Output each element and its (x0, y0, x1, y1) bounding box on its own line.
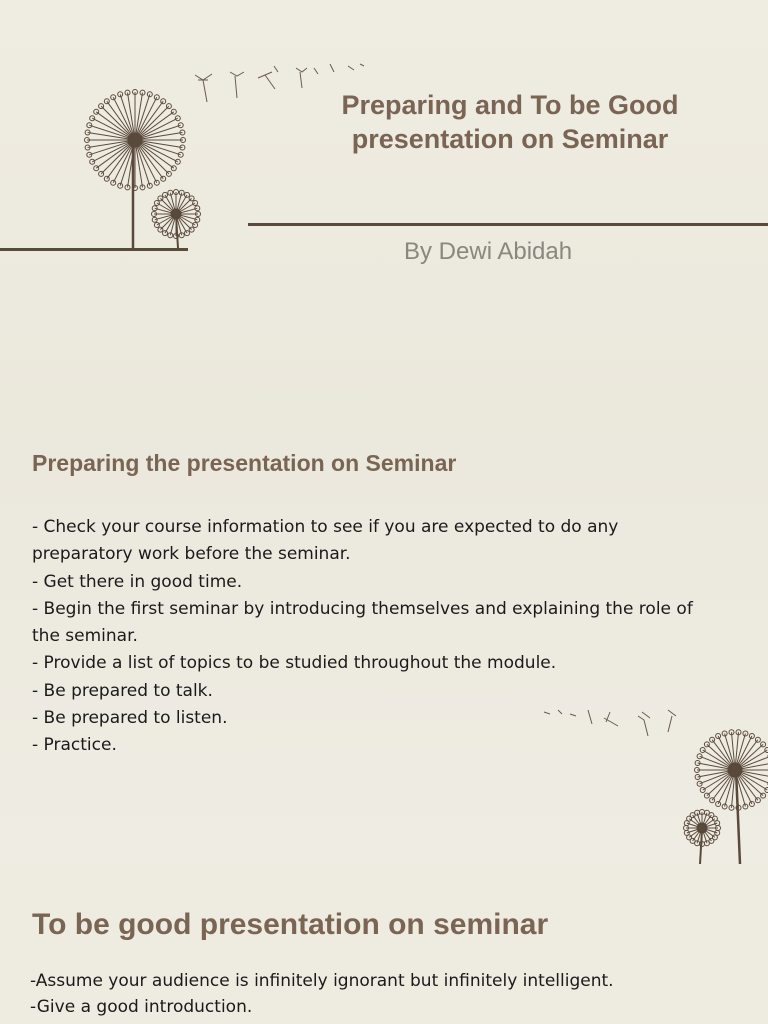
bullet-line: - Begin the first seminar by introducing themselves and explaining the role of (32, 598, 693, 619)
good-presentation-heading: To be good presentation on seminar (32, 908, 549, 941)
title-rule-right (248, 223, 768, 226)
bullet-line: - Be prepared to listen. (32, 708, 228, 729)
bullet-line: - Get there in good time. (32, 571, 243, 592)
preparing-heading: Preparing the presentation on Seminar (32, 450, 457, 476)
bullet-line: - Provide a list of topics to be studied throughout the module. (32, 653, 557, 674)
slide-title (300, 88, 720, 156)
bullet-line: - Practice. (32, 735, 117, 756)
slide-title-line2: presentation on Seminar (351, 124, 669, 154)
bullet-line: -Give a good introduction. (30, 997, 253, 1017)
good-presentation-slide (0, 864, 768, 1024)
dandelion-illustration-left (0, 0, 200, 260)
good-presentation-bullet-list (30, 968, 750, 1020)
title-rule-left (0, 248, 188, 251)
author-byline: By Dewi Abidah (404, 238, 573, 265)
bullet-line: - Be prepared to talk. (32, 680, 213, 701)
title-slide (0, 0, 768, 432)
bullet-line: - Check your course information to see if you are expected to do any (32, 517, 619, 537)
bullet-line: the seminar. (32, 626, 138, 647)
dandelion-illustration-right (668, 714, 768, 864)
preparing-slide (0, 432, 768, 864)
bullet-line: -Assume your audience is infinitely ignorant but infinitely intelligent. (30, 971, 614, 991)
bullet-line: preparatory work before the seminar. (32, 544, 351, 565)
slide-title-line1: Preparing and To be Good (341, 90, 679, 120)
